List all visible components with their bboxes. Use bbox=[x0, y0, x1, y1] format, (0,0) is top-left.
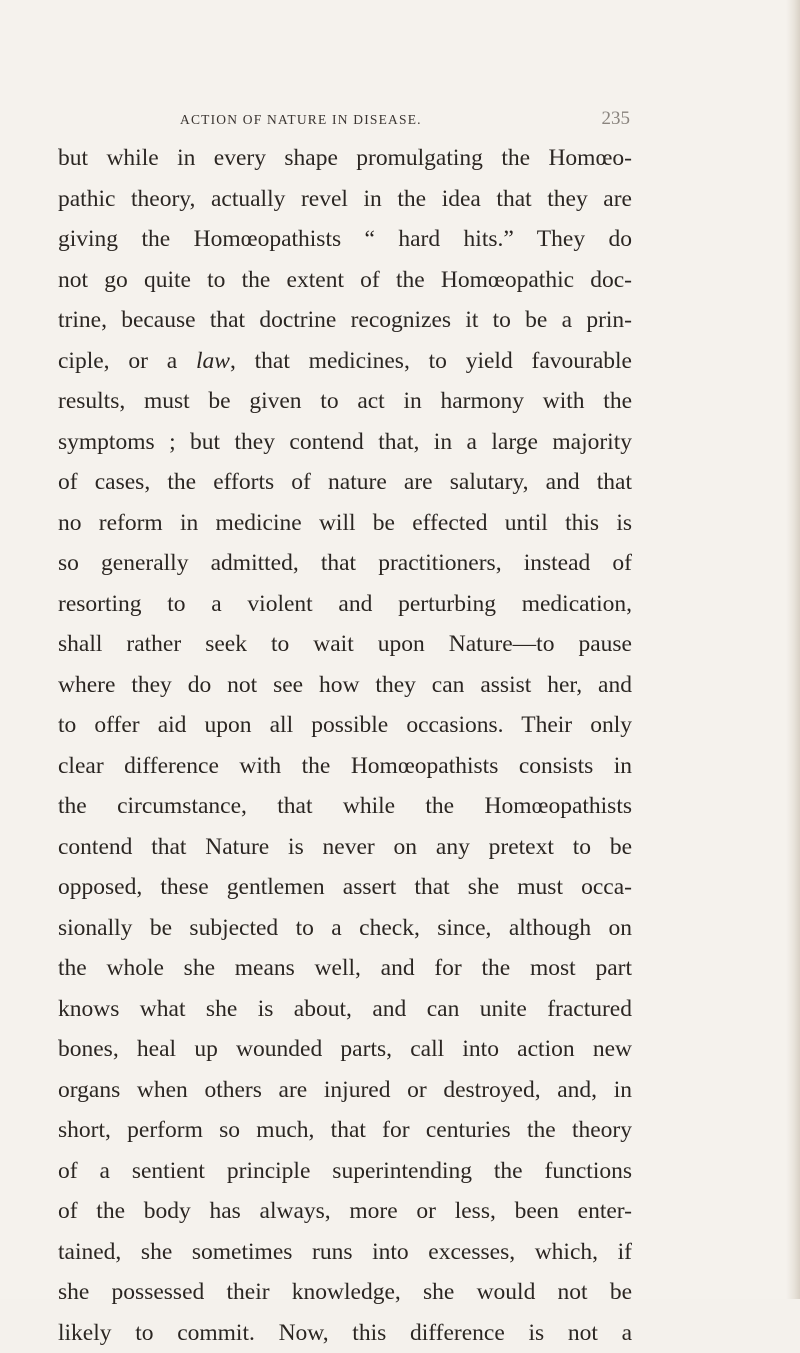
text-line: giving the Homœopathists “ hard hits.” They do bbox=[58, 219, 632, 260]
text-line: of the body has always, more or less, been enter- bbox=[58, 1191, 632, 1232]
text-line: but while in every shape promulgating the Homœo- bbox=[58, 138, 632, 179]
text-line: she possessed their knowledge, she would not be bbox=[58, 1272, 632, 1313]
text-line: so generally admitted, that practitioners, instead of bbox=[58, 543, 632, 584]
text-line: the whole she means well, and for the most part bbox=[58, 948, 632, 989]
text-line-before-italic: ciple, or a bbox=[58, 348, 196, 374]
page-edge-shadow bbox=[786, 0, 800, 1299]
text-line: clear difference with the Homœopathists consists in bbox=[58, 746, 632, 787]
text-line: opposed, these gentlemen assert that she must occa- bbox=[58, 867, 632, 908]
text-line bbox=[58, 341, 632, 382]
text-line: resorting to a violent and perturbing medication, bbox=[58, 584, 632, 625]
text-line: of cases, the efforts of nature are salutary, and that bbox=[58, 462, 632, 503]
text-line: contend that Nature is never on any pretext to be bbox=[58, 827, 632, 868]
text-line: trine, because that doctrine recognizes it to be a prin- bbox=[58, 300, 632, 341]
text-line: not go quite to the extent of the Homœopathic doc- bbox=[58, 260, 632, 301]
text-line: of a sentient principle superintending the functions bbox=[58, 1151, 632, 1192]
text-line: pathic theory, actually revel in the idea that they are bbox=[58, 179, 632, 220]
text-line: symptoms ; but they contend that, in a large majority bbox=[58, 422, 632, 463]
text-line: to offer aid upon all possible occasions. Their only bbox=[58, 705, 632, 746]
body-text bbox=[58, 138, 632, 1353]
running-head: ACTION OF NATURE IN DISEASE. bbox=[180, 112, 540, 128]
text-line: shall rather seek to wait upon Nature—to pause bbox=[58, 624, 632, 665]
text-line: the circumstance, that while the Homœopathists bbox=[58, 786, 632, 827]
text-line: no reform in medicine will be effected until this is bbox=[58, 503, 632, 544]
text-line: likely to commit. Now, this difference is not a bbox=[58, 1313, 632, 1353]
text-line: organs when others are injured or destroyed, and, in bbox=[58, 1070, 632, 1111]
text-line: sionally be subjected to a check, since, although on bbox=[58, 908, 632, 949]
text-line: knows what she is about, and can unite fractured bbox=[58, 989, 632, 1030]
text-line: bones, heal up wounded parts, call into action new bbox=[58, 1029, 632, 1070]
page-header bbox=[0, 112, 800, 136]
text-line: where they do not see how they can assist her, and bbox=[58, 665, 632, 706]
page-number: 235 bbox=[590, 108, 630, 130]
text-line: short, perform so much, that for centuries the theory bbox=[58, 1110, 632, 1151]
text-line-after-italic: , that medicines, to yield favourable bbox=[230, 348, 632, 374]
text-line: results, must be given to act in harmony with the bbox=[58, 381, 632, 422]
italic-word: law bbox=[196, 348, 230, 374]
text-line: tained, she sometimes runs into excesses, which, if bbox=[58, 1232, 632, 1273]
